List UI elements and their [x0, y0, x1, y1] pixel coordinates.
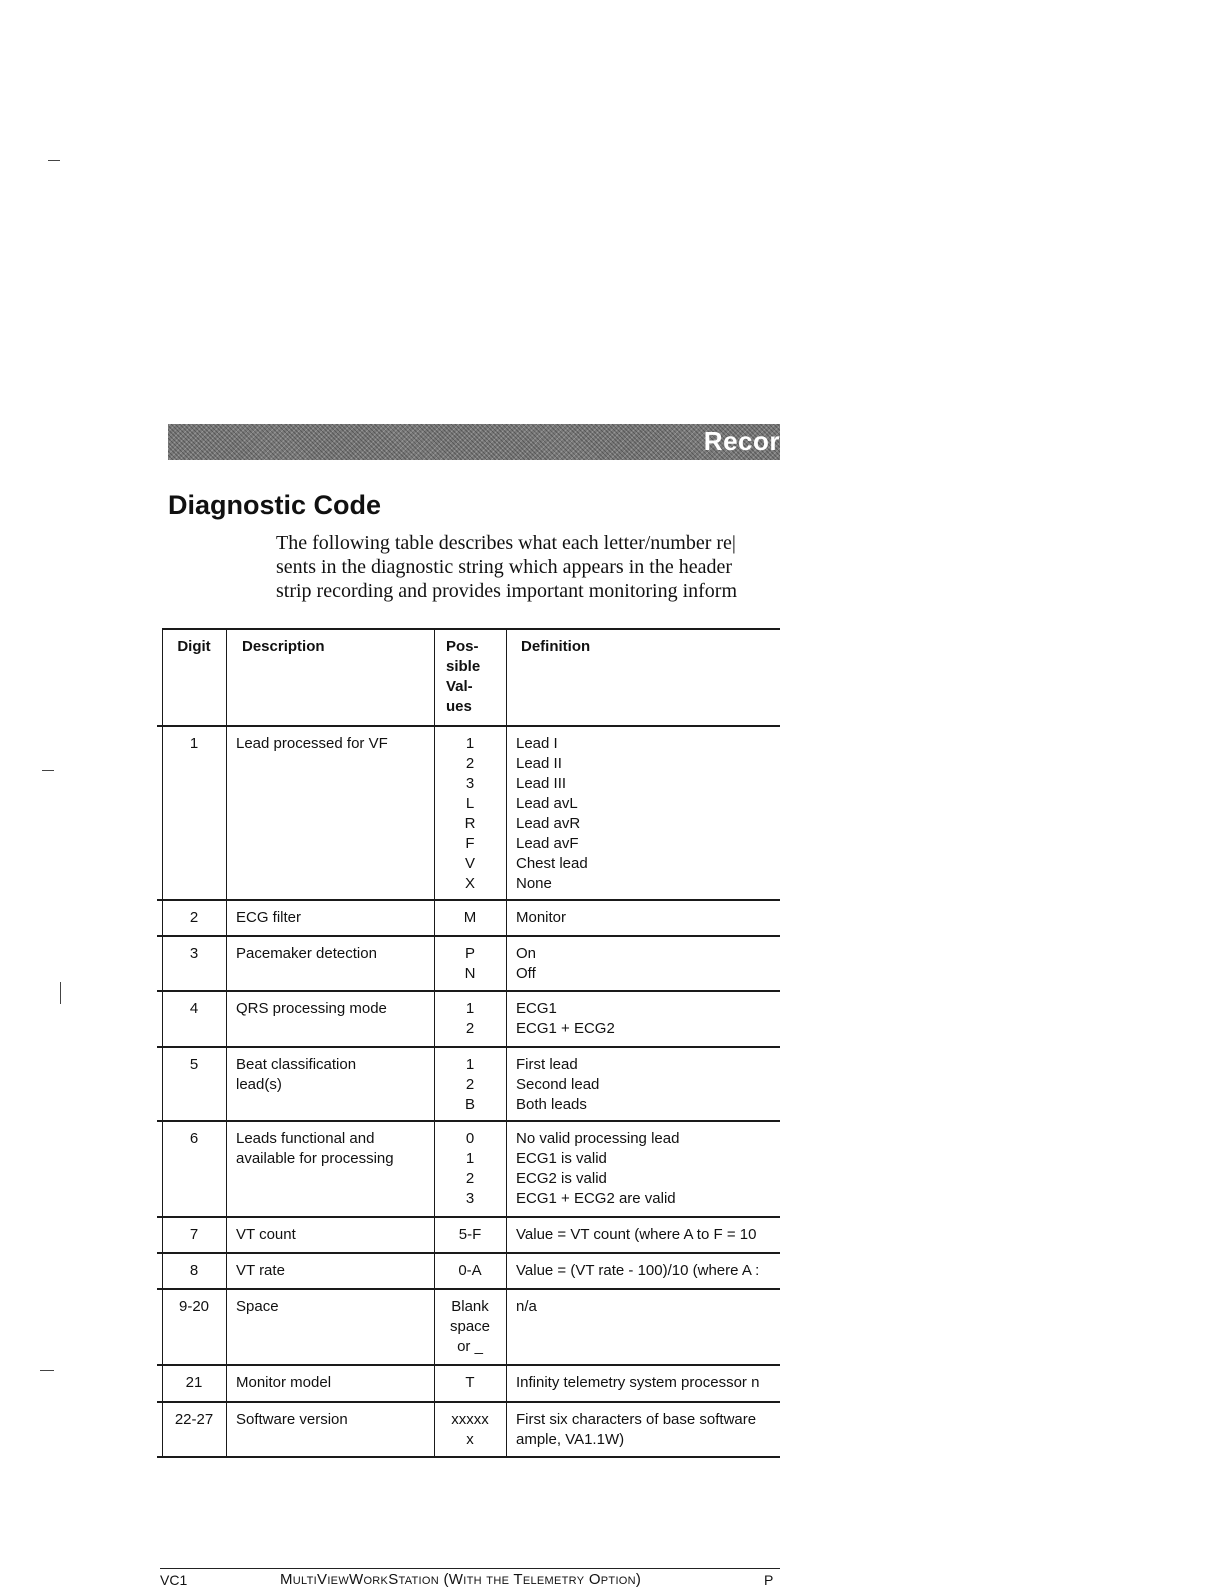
row-definition: Value = (VT rate - 100)/10 (where A : [516, 1262, 760, 1279]
header-digit: Digit [177, 638, 211, 655]
intro-line: strip recording and provides important monitoring inform [276, 580, 738, 602]
row-definition: Infinity telemetry system processor n [516, 1374, 760, 1391]
row-description: Pacemaker detection [236, 945, 377, 962]
row-possible-values: xxxxx x [451, 1411, 489, 1448]
footer-page-number: P [764, 1572, 774, 1588]
row-digit: 2 [189, 909, 199, 926]
row-description: VT count [236, 1226, 296, 1243]
section-title: Diagnostic Code [168, 490, 382, 520]
row-description: Leads functional and available for processing [236, 1130, 394, 1167]
row-possible-values: 0-A [458, 1262, 482, 1279]
table-rule [157, 725, 780, 727]
scan-mark [48, 160, 60, 161]
row-description: Lead processed for VF [236, 735, 388, 752]
row-possible-values: 0 1 2 3 [465, 1130, 475, 1207]
table-rule [157, 1216, 780, 1218]
table-rule [157, 990, 780, 992]
row-definition: Lead I Lead II Lead III Lead avL Lead avR Lead avF Chest lead None [516, 735, 588, 892]
row-definition: n/a [516, 1298, 537, 1315]
intro-line: sents in the diagnostic string which appears in the header [276, 556, 732, 578]
row-digit: 3 [189, 945, 199, 962]
row-description: QRS processing mode [236, 1000, 387, 1017]
table-rule [157, 1288, 780, 1290]
row-definition: First six characters of base software ample, VA1.1W) [516, 1411, 757, 1448]
table-rule [157, 935, 780, 937]
header-description: Description [242, 638, 325, 655]
row-possible-values: T [465, 1374, 475, 1391]
row-possible-values: M [463, 909, 477, 926]
intro-line: The following table describes what each letter/number re| [276, 532, 736, 554]
row-digit: 9-20 [178, 1298, 210, 1315]
row-description: Beat classification lead(s) [236, 1056, 357, 1093]
row-description: Monitor model [236, 1374, 332, 1391]
table-column-rule [506, 628, 507, 1456]
row-possible-values: 5-F [458, 1226, 482, 1243]
row-digit: 5 [189, 1056, 199, 1073]
row-description: Software version [236, 1411, 348, 1428]
row-digit: 4 [189, 1000, 199, 1017]
scan-mark [42, 770, 54, 771]
row-definition: Value = VT count (where A to F = 10 [516, 1226, 757, 1243]
table-rule [157, 899, 780, 901]
row-possible-values: P N [464, 945, 476, 982]
header-definition: Definition [521, 638, 591, 655]
row-definition: ECG1 ECG1 + ECG2 [516, 1000, 615, 1037]
row-possible-values: Blank space or _ [449, 1298, 491, 1355]
table-column-rule [226, 628, 227, 1456]
scan-mark [60, 982, 61, 1004]
footer-rule [160, 1568, 780, 1569]
row-description: ECG filter [236, 909, 302, 926]
row-possible-values: 1 2 3 L R F V X [464, 735, 476, 892]
row-digit: 7 [189, 1226, 199, 1243]
row-digit: 21 [185, 1374, 203, 1391]
table-rule [157, 1046, 780, 1048]
table-rule [157, 1252, 780, 1254]
scan-mark [40, 1370, 54, 1371]
row-possible-values: 1 2 [465, 1000, 475, 1037]
row-digit: 6 [189, 1130, 199, 1147]
chapter-banner-text: Recor [703, 426, 780, 456]
table-rule [157, 1401, 780, 1403]
row-description: Space [236, 1298, 279, 1315]
footer-product-name: MultiViewWorkStation (With the Telemetry Option) [280, 1571, 642, 1588]
table-rule [157, 1120, 780, 1122]
row-digit: 8 [189, 1262, 199, 1279]
row-digit: 22-27 [174, 1411, 214, 1428]
row-digit: 1 [189, 735, 199, 752]
row-definition: Monitor [516, 909, 567, 926]
footer-doc-code: VC1 [160, 1572, 188, 1588]
table-rule [157, 1364, 780, 1366]
table-rule [157, 1456, 780, 1458]
row-description: VT rate [236, 1262, 285, 1279]
row-definition: No valid processing lead ECG1 is valid ECG2 is valid ECG1 + ECG2 are valid [516, 1130, 680, 1207]
header-possible-values: Pos- sible Val- ues [446, 638, 481, 715]
row-possible-values: 1 2 B [464, 1056, 475, 1113]
row-definition: On Off [516, 945, 537, 982]
table-rule [162, 628, 780, 630]
row-definition: First lead Second lead Both leads [516, 1056, 600, 1113]
